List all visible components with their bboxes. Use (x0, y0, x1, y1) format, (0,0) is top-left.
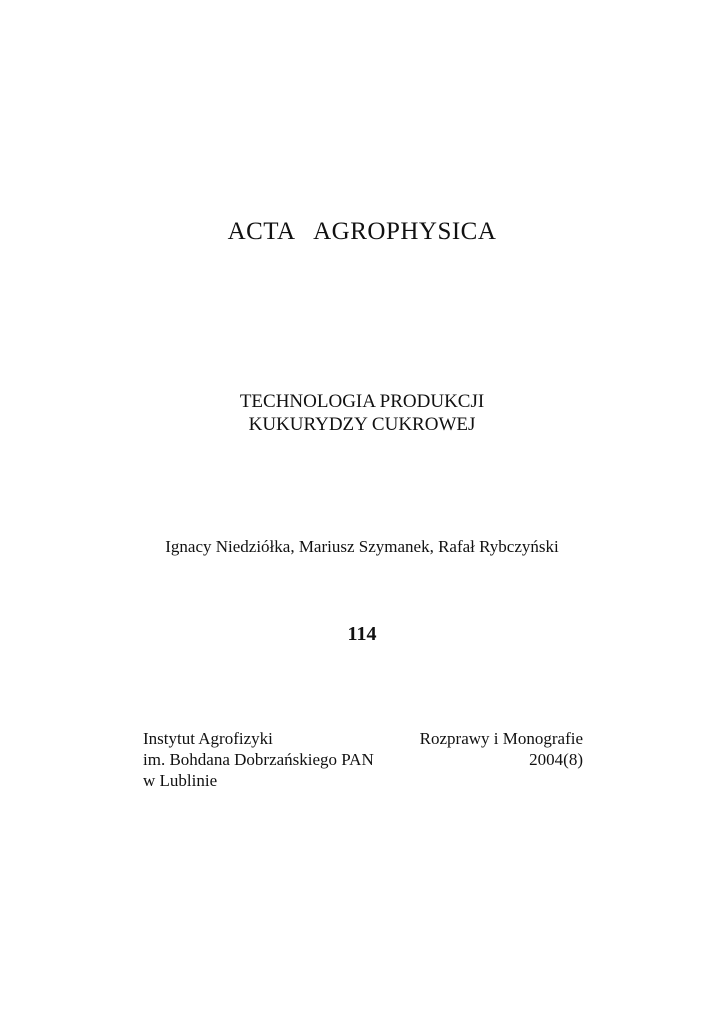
publisher-line-1: Instytut Agrofizyki (143, 729, 273, 748)
monograph-title-line-2: KUKURYDZY CUKROWEJ (248, 414, 476, 435)
series-name: Rozprawy i Monografie (419, 729, 583, 748)
monograph-title-line-1: TECHNOLOGIA PRODUKCJI (239, 391, 485, 412)
publisher-line-2: im. Bohdana Dobrzańskiego PAN (143, 750, 374, 769)
authors: Ignacy Niedziółka, Mariusz Szymanek, Rafał Rybczyński (165, 537, 559, 556)
issue-number: 114 (347, 623, 377, 645)
monograph-title (0, 390, 724, 436)
series-block (420, 728, 583, 770)
series-volume: 2004(8) (529, 750, 583, 769)
journal-title: ACTA AGROPHYSICA (227, 218, 497, 245)
publisher-line-3: w Lublinie (143, 771, 218, 790)
publisher-block (143, 728, 374, 791)
